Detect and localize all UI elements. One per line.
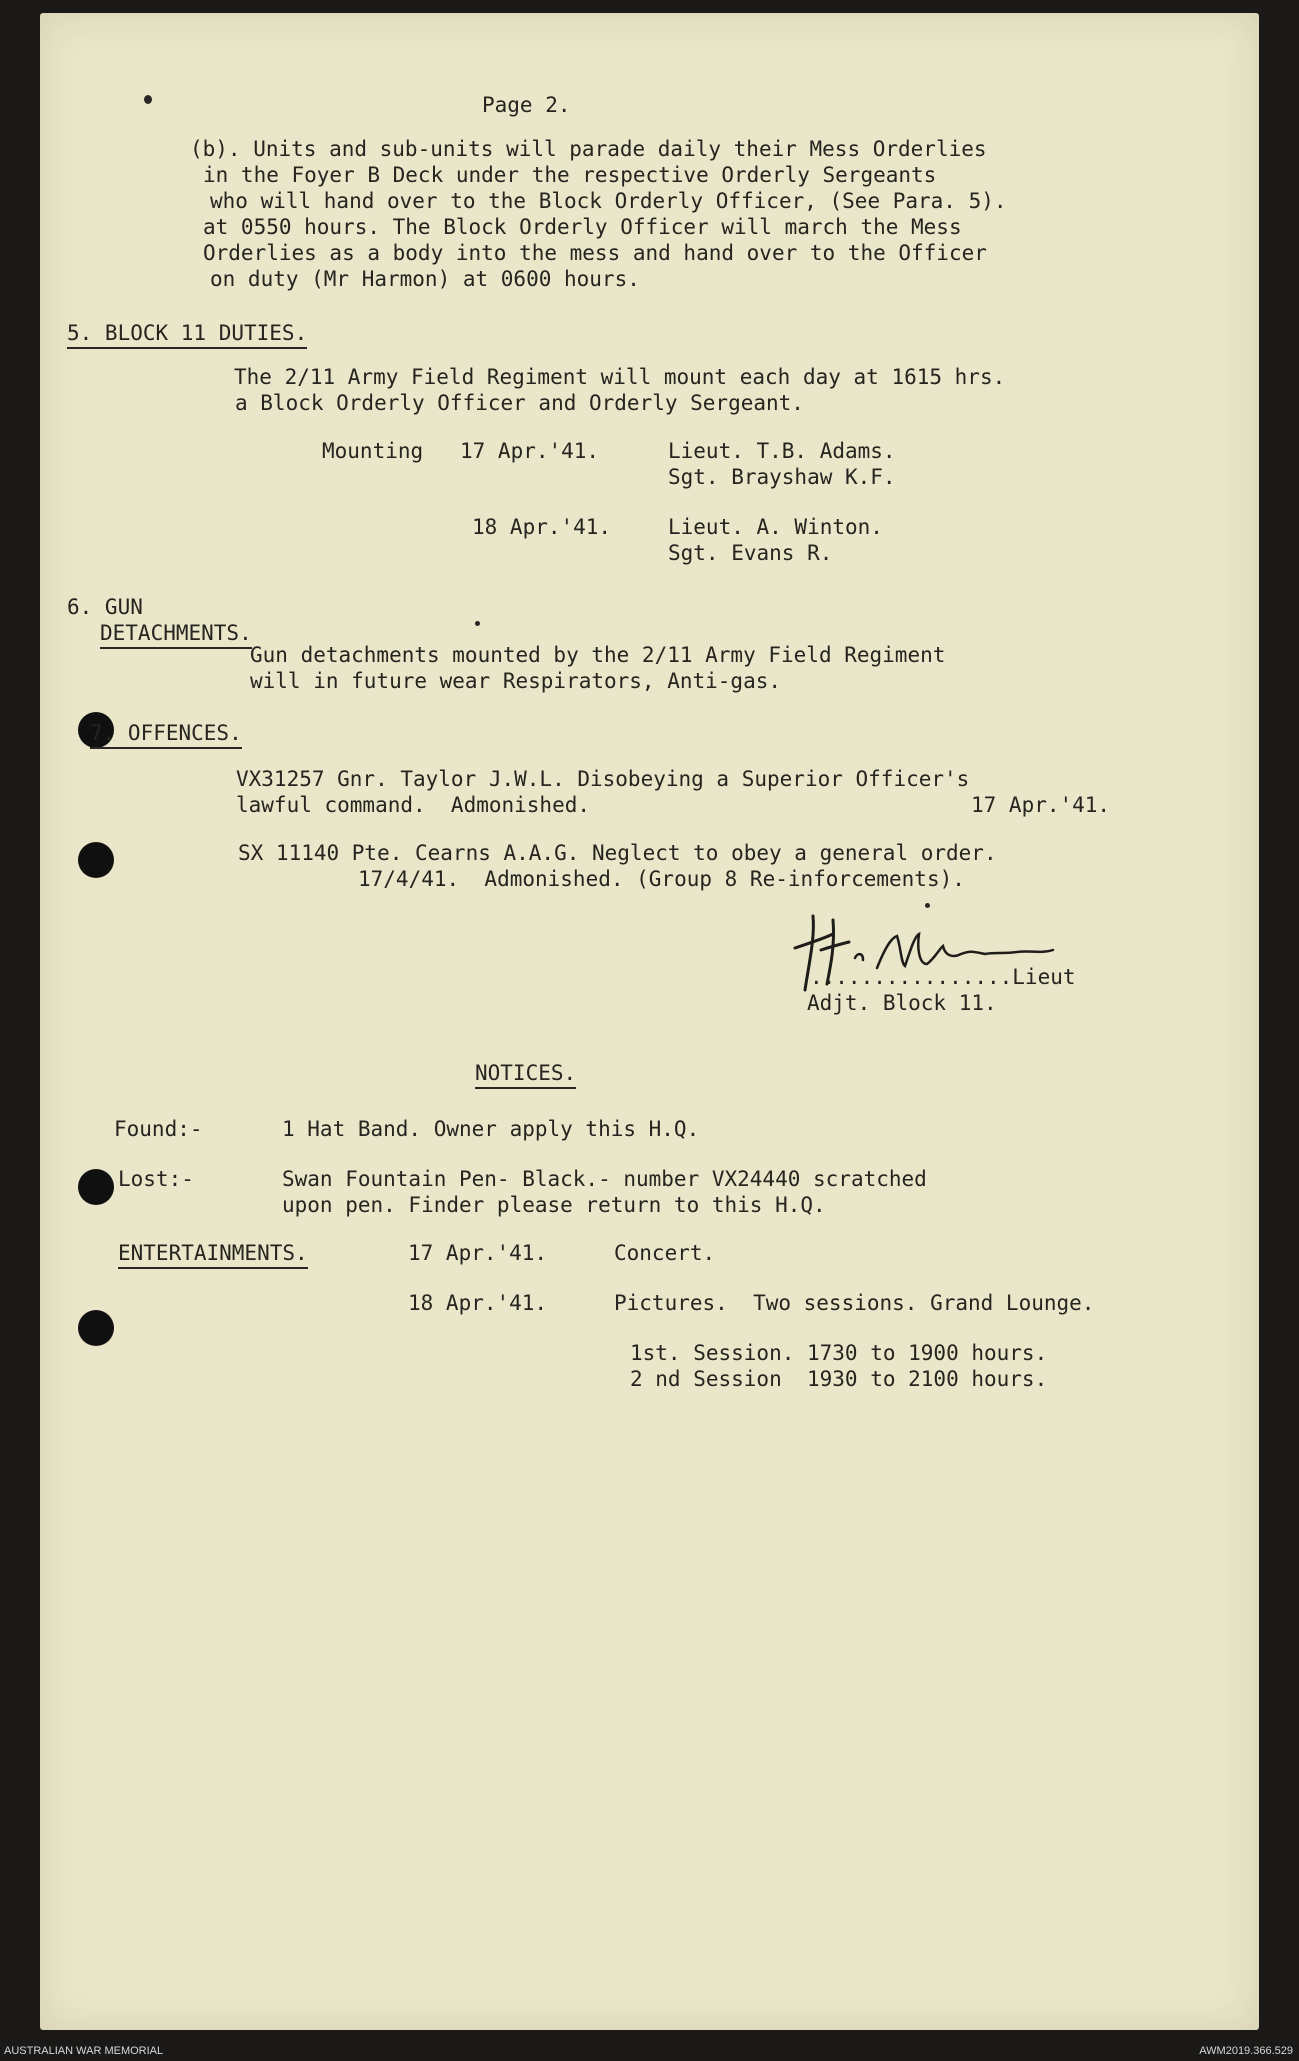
signature-title: Adjt. Block 11. bbox=[807, 991, 997, 1015]
found-label: Found:- bbox=[114, 1117, 203, 1141]
footer-right: AWM2019.366.529 bbox=[1199, 2045, 1293, 2057]
notices-heading: NOTICES. bbox=[475, 1063, 576, 1089]
section-6-line: Gun detachments mounted by the 2/11 Army Field Regiment bbox=[250, 643, 946, 667]
duty-officer: Lieut. A. Winton. bbox=[668, 515, 883, 539]
para-b-line: (b). Units and sub-units will parade daily their Mess Orderlies bbox=[190, 137, 987, 161]
offence-date: 17 Apr.'41. bbox=[971, 793, 1111, 817]
duty-officer: Lieut. T.B. Adams. bbox=[668, 439, 896, 463]
section-5-heading: 5. BLOCK 11 DUTIES. bbox=[67, 323, 307, 349]
para-b-line: in the Foyer B Deck under the respective Orderly Sergeants bbox=[203, 163, 937, 187]
session-line: 2 nd Session 1930 to 2100 hours. bbox=[630, 1367, 1048, 1391]
para-b-line: on duty (Mr Harmon) at 0600 hours. bbox=[210, 267, 640, 291]
page-number: Page 2. bbox=[482, 93, 571, 117]
duty-sergeant: Sgt. Brayshaw K.F. bbox=[668, 465, 896, 489]
para-b-line: Orderlies as a body into the mess and hand over to the Officer bbox=[203, 241, 987, 265]
para-b-line: who will hand over to the Block Orderly Officer, (See Para. 5). bbox=[210, 189, 1007, 213]
offence-line: SX 11140 Pte. Cearns A.A.G. Neglect to obey a general order. bbox=[238, 841, 997, 865]
offence-line: 17/4/41. Admonished. (Group 8 Re-inforcements). bbox=[358, 867, 965, 891]
document-page bbox=[40, 13, 1259, 2030]
section-5-line: The 2/11 Army Field Regiment will mount each day at 1615 hrs. bbox=[234, 365, 1006, 389]
entertainment-date: 18 Apr.'41. bbox=[408, 1291, 548, 1315]
ink-mark bbox=[475, 621, 480, 626]
found-text: 1 Hat Band. Owner apply this H.Q. bbox=[282, 1117, 700, 1141]
ink-mark bbox=[144, 95, 152, 104]
section-5-line: a Block Orderly Officer and Orderly Sergeant. bbox=[235, 391, 804, 415]
offence-line: lawful command. Admonished. bbox=[236, 793, 591, 817]
lost-text: Swan Fountain Pen- Black.- number VX24440 scratched bbox=[282, 1167, 927, 1191]
footer-left: AUSTRALIAN WAR MEMORIAL bbox=[4, 2045, 164, 2057]
duty-date: 18 Apr.'41. bbox=[472, 515, 612, 539]
section-6-line: will in future wear Respirators, Anti-gas. bbox=[250, 669, 782, 693]
signature-dots: ................Lieut bbox=[810, 965, 1076, 989]
punch-hole bbox=[78, 842, 114, 878]
session-line: 1st. Session. 1730 to 1900 hours. bbox=[630, 1341, 1048, 1365]
entertainment-date: 17 Apr.'41. bbox=[408, 1241, 548, 1265]
mounting-label: Mounting bbox=[322, 439, 424, 463]
punch-hole bbox=[78, 1169, 114, 1205]
section-7-heading: 7. OFFENCES. bbox=[90, 723, 242, 749]
section-6-heading: DETACHMENTS. bbox=[100, 623, 252, 649]
section-6-number: 6. GUN bbox=[67, 595, 143, 619]
punch-hole bbox=[78, 1310, 114, 1346]
lost-label: Lost:- bbox=[118, 1167, 194, 1191]
entertainments-heading: ENTERTAINMENTS. bbox=[118, 1243, 308, 1269]
entertainment-event: Pictures. Two sessions. Grand Lounge. bbox=[614, 1291, 1095, 1315]
lost-text: upon pen. Finder please return to this H.Q. bbox=[282, 1193, 826, 1217]
para-b-line: at 0550 hours. The Block Orderly Officer will march the Mess bbox=[203, 215, 962, 239]
duty-sergeant: Sgt. Evans R. bbox=[668, 541, 833, 565]
duty-date: 17 Apr.'41. bbox=[460, 439, 600, 463]
entertainment-event: Concert. bbox=[614, 1241, 716, 1265]
offence-line: VX31257 Gnr. Taylor J.W.L. Disobeying a Superior Officer's bbox=[236, 767, 970, 791]
